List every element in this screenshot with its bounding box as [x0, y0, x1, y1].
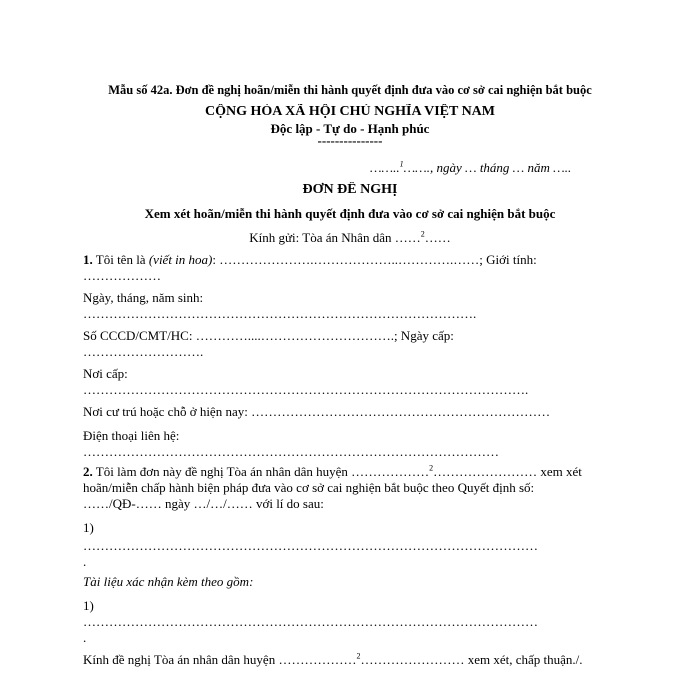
residence-line: Nơi cư trú hoặc chỗ ở hiện nay: …………………………………………………………… [83, 404, 551, 419]
place-dots: …………………………………………………………………………………………. [83, 382, 529, 397]
attachment-item-1: 1) [83, 598, 94, 613]
phone-dots: …………………………………………………………………………………… [83, 444, 499, 459]
document-subtitle: Xem xét hoãn/miễn thi hành quyết định đưa vào cơ sở cai nghiện bắt buộc [144, 206, 556, 221]
id-date-dots: ………………………. [83, 344, 204, 359]
name-line: 1. Tôi tên là (viết in hoa): ………………….………………..………….……; Giới tính: [83, 252, 537, 267]
reason-item-1: 1) [83, 520, 94, 535]
place-label: Nơi cấp: [83, 366, 128, 381]
section2-line3: ……/QĐ-…… ngày …/…/…… với lí do sau: [83, 496, 324, 511]
recipient-line: Kính gửi: Tòa án Nhân dân ……$^2$…… [249, 230, 451, 245]
separator: --------------- [317, 134, 383, 148]
dob-label: Ngày, tháng, năm sinh: [83, 290, 204, 305]
attachments-label: Tài liệu xác nhận kèm theo gồm: [83, 574, 254, 589]
id-line: Số CCCD/CMT/HC: …………....………………………….; Ngày cấp: [83, 328, 454, 343]
closing-line: Kính đề nghị Tòa án nhân dân huyện ………………$^2$…………………… xem xét, chấp thuận./. [83, 652, 583, 667]
phone-label: Điện thoại liên hệ: [83, 428, 180, 443]
form-label: Mẫu số 42a. Đơn đề nghị hoãn/miễn thi hành quyết định đưa vào cơ sở cai nghiện bắt buộc [108, 83, 592, 97]
reason-dots: …………………………………………………………………………………………… [83, 538, 538, 553]
reason-dot-end: . [83, 554, 87, 569]
date-line: ……..$^1$……., ngày … tháng … năm ….. [370, 160, 572, 175]
motto: Độc lập - Tự do - Hạnh phúc [270, 121, 430, 136]
nation-heading: CỘNG HÒA XÃ HỘI CHỦ NGHĨA VIỆT NAM [204, 104, 495, 119]
document-title: ĐƠN ĐỀ NGHỊ [302, 182, 398, 197]
attachment-dots: …………………………………………………………………………………………… [83, 614, 538, 629]
dob-dots: ………………………………………………………………………………. [83, 306, 477, 321]
gender-dots: ……………… [83, 268, 161, 283]
section2-line1: 2. Tôi làm đơn này đề nghị Tòa án nhân dân huyện ………………$^2$…………………… xem xét [83, 464, 582, 479]
attachment-dot-end: . [83, 630, 87, 645]
section2-line2: hoãn/miễn chấp hành biện pháp đưa vào cơ sở cai nghiện bắt buộc theo Quyết định số: [83, 480, 535, 495]
